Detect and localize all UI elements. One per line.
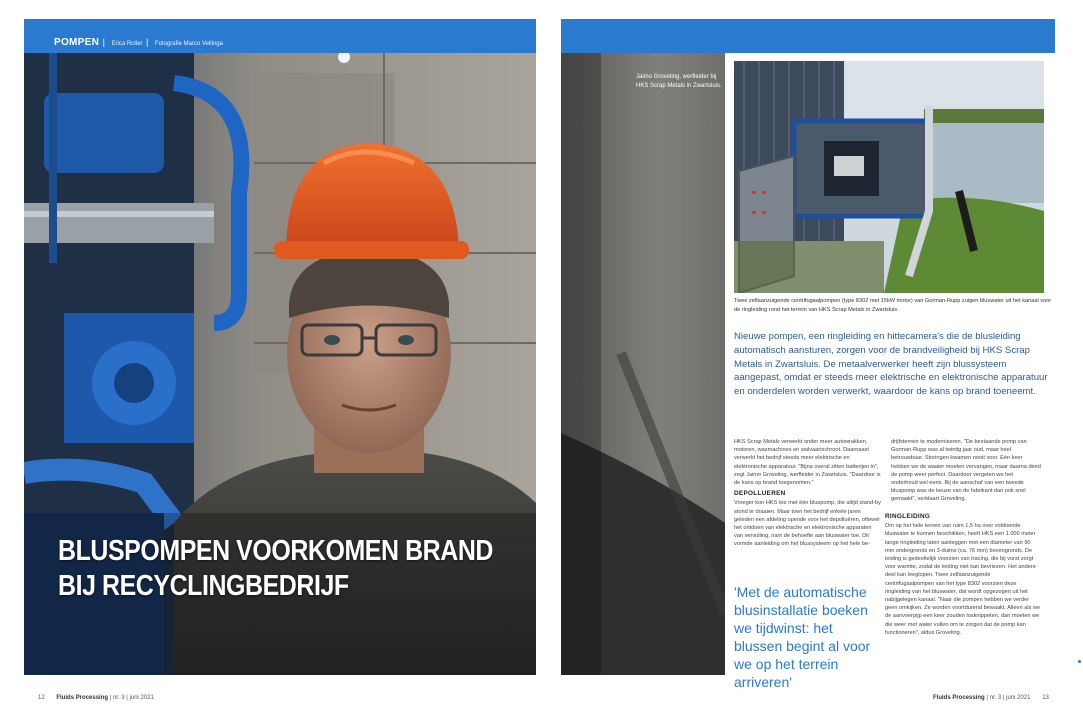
right-page [541,0,1083,726]
author-credit: Erica Roller [111,41,143,47]
body-paragraph: HKS Scrap Metals verwerkt onder meer autowrakken, motoren, wasmachines en walvaartschroot. Daarnaast verwerkt het bedrijf steeds meer elektrische en elektronische apparatuur. "Bijna overal zitten batterijen in", zegt Jaimo Groveling, werfleider in Zwartsluis. "Daardoor is de kans op brand toegenomen." [734,439,881,487]
left-footer [38,695,154,701]
header-line [54,37,223,48]
magazine-name: Fluids Processing [933,695,985,701]
left-page [0,0,541,726]
article-headline [58,534,493,604]
subhead-ringleiding: RINGLEIDING [885,513,931,520]
article-lead: Nieuwe pompen, een ringleiding en hittecamera's die de blusleiding automatisch aansturen, zorgen voor de brandveiligheid bij HKS Scrap Metals in Zwartsluis. De metaalverwerker heeft zijn blussysteem aangepast, omdat er steeds meer elektrische en elektronische apparatuur en onderdelen worden verwerkt, waardoor de kans op brand toeneemt. [734,331,1048,398]
issue-label: nr. 3 | juni 2021 [112,695,154,701]
footer-separator: | [986,695,990,701]
subhead-depollueren: DEPOLLUEREN [734,490,786,498]
pump-photo [734,61,1044,293]
left-header-bar [24,19,536,53]
section-label: POMPEN [54,37,100,48]
end-marker [1078,660,1081,663]
right-header-bar [561,19,1055,53]
headline-line-2: BIJ RECYCLINGBEDRIJF [58,570,349,602]
wall-photo-illustration [561,53,725,675]
right-footer [933,695,1049,701]
body-column-2 [891,438,1041,505]
headline-line-1: BLUSPOMPEN VOORKOMEN BRAND [58,535,493,567]
photo-credit: Fotografie Marco Vellinga [154,41,223,47]
pull-quote: 'Met de automatische blusinstallatie boeken we tijdwinst: het blussen begint al voor we op het terrein arriveren' [734,584,871,690]
header-separator: | [146,37,149,47]
magazine-name: Fluids Processing [56,695,109,701]
body-column-1 [734,438,882,550]
header-separator: | [102,37,105,47]
body-paragraph: Vroeger kon HKS toe met één bluspomp, die altijd stand-by stond te draaien. Maar toen het bedrijf enkele jaren geleden een afdeling opende voor het depolluëren, oftewel het ontdoen van elektrische en elektronische apparaten van vervuiling, nam de behoefte aan bluswater toe. Dit vormde aanleiding om het blussysteem op het hele be- [734,500,881,548]
issue-label: nr. 3 | juni 2021 [989,695,1031,701]
pump-photo-illustration [734,61,1044,293]
wall-photo [561,53,725,675]
page-number-right: 13 [1042,695,1049,701]
pump-photo-caption: Twee zelfaanzuigende centrifugaalpompen (type 8302 met 15kW motor) van Gorman-Rupp zuigen bluswater uit het kanaal voor de ringleiding rond het terrein van HKS Scrap Metals in Zwartsluis. [734,298,1052,313]
body-paragraph: Om op het hele terrein van ruim 1,5 ha over voldoende bluswater te kunnen beschikken, heeft HKS een 1.000 meter lange ringleiding laten aanleggen met een diameter van 90 mm ondergronds en 3-duims (ca. 76 mm) bovengronds. De leiding is gedeeltelijk voorzien van tracing, die bij vorst zorgt voor warmte, zodat de leiding niet kan bevriezen. Het andere deel kan leeglopen. Twee zelfaanzuigende centrifugaalpompen van het type 8302 voorzien deze ringleiding van het bluswater, dat wordt opgezogen uit het nabijgelegen kanaal. "Naar die pompen hebben we verder geen omkijken. Ze worden voortdurend bewaakt. Alleen als we de aanvoerpijp een keer zouden losknippeten, dan moeten we die weer met water vullen om te zorgen dat de pomp kan functioneren", aldus Groveling. [885,523,1041,636]
footer-separator: | [109,695,113,701]
portrait-caption: Jaimo Groveling, werfleider bij HKS Scrap Metals in Zwartsluis. [636,74,722,89]
body-column-3 [885,510,1041,638]
page-number-left: 12 [38,695,45,701]
body-paragraph: drijfsterrein te moderniseren. "De bestaande pomp van Gorman-Rupp was al twintig jaar oud, maar heel betrouwbaar. Storingen kwamen nooit voor. Eén keer hebben we de waaier moeten vervangen, maar daarna deed de pomp weer perfect. Daardoor vergeten we het onderhoud wel eens. Bij de aanschaf van een tweede bluspomp was de keuze van de fabrikant dan ook snel gemaakt", verklaart Groveling. [891,439,1041,503]
